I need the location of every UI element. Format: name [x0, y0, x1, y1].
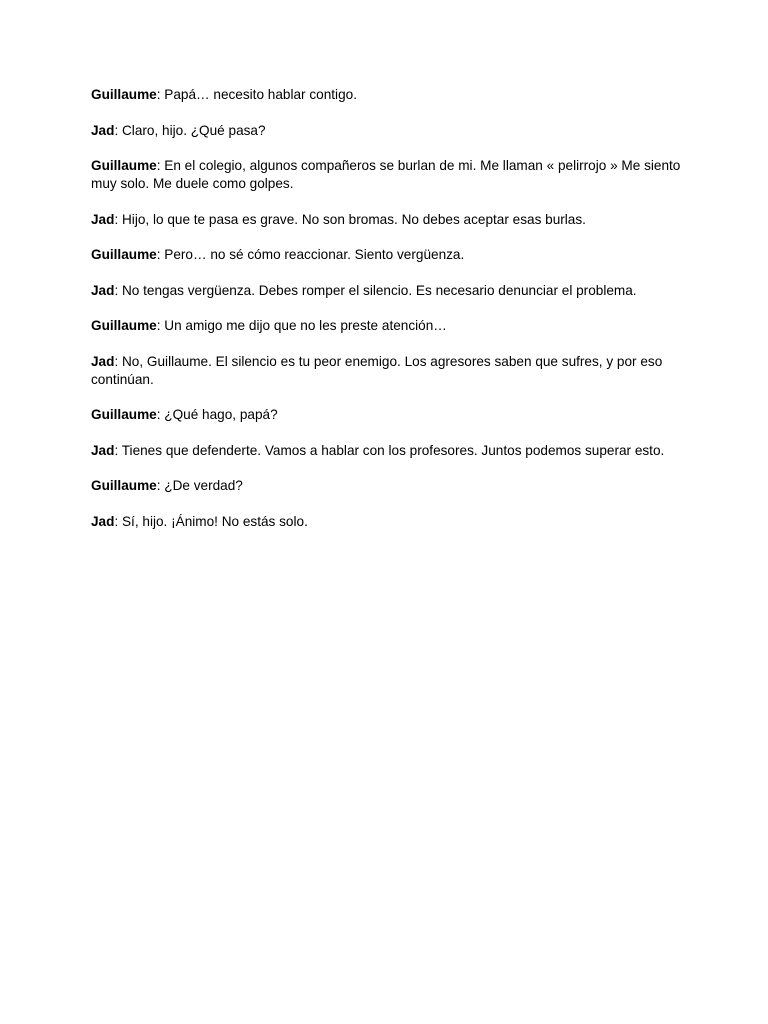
dialogue-line — [91, 442, 681, 460]
dialogue-line — [91, 86, 681, 104]
speaker-name: Jad — [91, 282, 115, 298]
document-page — [91, 86, 681, 548]
dialogue-line — [91, 246, 681, 264]
speaker-name: Jad — [91, 353, 115, 369]
speaker-name: Guillaume — [91, 87, 157, 102]
dialogue-line — [91, 353, 681, 389]
speaker-name: Guillaume — [91, 318, 157, 333]
dialogue-text: : Hijo, lo que te pasa es grave. No son bromas. No debes aceptar esas burlas. — [114, 211, 586, 227]
speaker-name: Jad — [91, 513, 115, 529]
speaker-name: Jad — [91, 211, 115, 227]
dialogue-text: : No, Guillaume. El silencio es tu peor enemigo. Los agresores saben que sufres, y por eso continúan. — [91, 353, 663, 387]
dialogue-line — [91, 122, 681, 140]
speaker-name: Guillaume — [91, 407, 157, 422]
dialogue-text: : Claro, hijo. ¿Qué pasa? — [114, 122, 266, 138]
dialogue-text: : Pero… no sé cómo reaccionar. Siento vergüenza. — [156, 247, 465, 262]
dialogue-line — [91, 406, 681, 424]
speaker-name: Guillaume — [91, 158, 157, 173]
speaker-name: Guillaume — [91, 247, 157, 262]
dialogue-line — [91, 282, 681, 300]
dialogue-text: : Tienes que defenderte. Vamos a hablar con los profesores. Juntos podemos superar esto. — [114, 442, 665, 458]
dialogue-text: : Un amigo me dijo que no les preste atención… — [156, 318, 447, 333]
dialogue-line — [91, 211, 681, 229]
dialogue-text: : No tengas vergüenza. Debes romper el silencio. Es necesario denunciar el problema. — [114, 282, 637, 298]
dialogue-text: : Sí, hijo. ¡Ánimo! No estás solo. — [114, 513, 308, 529]
dialogue-line — [91, 477, 681, 495]
dialogue-line — [91, 317, 681, 335]
dialogue-text: : ¿Qué hago, papá? — [156, 407, 278, 422]
speaker-name: Guillaume — [91, 478, 157, 493]
dialogue-line — [91, 513, 681, 531]
dialogue-text: : ¿De verdad? — [156, 478, 243, 493]
dialogue-text: : Papá… necesito hablar contigo. — [156, 87, 357, 102]
speaker-name: Jad — [91, 442, 115, 458]
speaker-name: Jad — [91, 122, 115, 138]
dialogue-line — [91, 157, 681, 193]
dialogue-text: : En el colegio, algunos compañeros se burlan de mi. Me llaman « pelirrojo » Me siento muy solo. Me duele como golpes. — [91, 158, 681, 191]
